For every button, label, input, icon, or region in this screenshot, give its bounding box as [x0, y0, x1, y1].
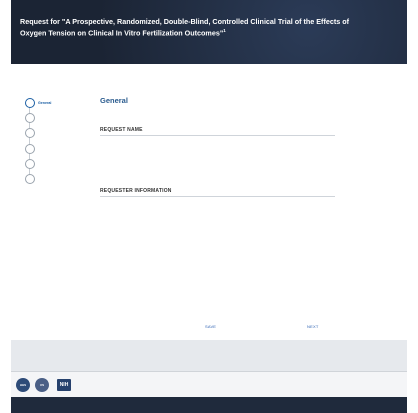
footer-bar — [11, 371, 407, 397]
request-name-heading: REQUEST NAME — [100, 127, 143, 133]
step-5[interactable] — [22, 156, 82, 171]
page-header — [11, 0, 407, 64]
footer-disclaimer — [11, 340, 407, 371]
nih-logo-icon: NIH — [57, 379, 71, 391]
banner-title-text: Request for "A Prospective, Randomized, Double-Blind, Controlled Clinical Trial of the Effects of Oxygen Tension on Clinical In Vitro Fertilization Outcomes" — [20, 17, 350, 38]
divider — [100, 135, 335, 136]
wizard-steps — [22, 95, 82, 186]
requester-info-heading: REQUESTER INFORMATION — [100, 188, 172, 194]
section-heading: General — [100, 96, 128, 105]
step-label: General — [38, 100, 52, 105]
next-button[interactable]: NEXT — [307, 324, 319, 329]
step-2[interactable] — [22, 110, 82, 125]
bottom-strip — [11, 397, 407, 413]
banner-title-superscript: 1 — [223, 28, 226, 33]
step-6[interactable] — [22, 171, 82, 186]
divider — [100, 196, 335, 197]
step-4[interactable] — [22, 141, 82, 156]
step-3[interactable] — [22, 125, 82, 140]
main-content — [100, 96, 340, 110]
seal-icon: US — [35, 378, 49, 392]
save-button[interactable]: SAVE — [205, 324, 217, 329]
page-title-banner — [20, 17, 350, 37]
step-general[interactable] — [22, 95, 82, 110]
agency-seal-icon: HHS — [16, 378, 30, 392]
